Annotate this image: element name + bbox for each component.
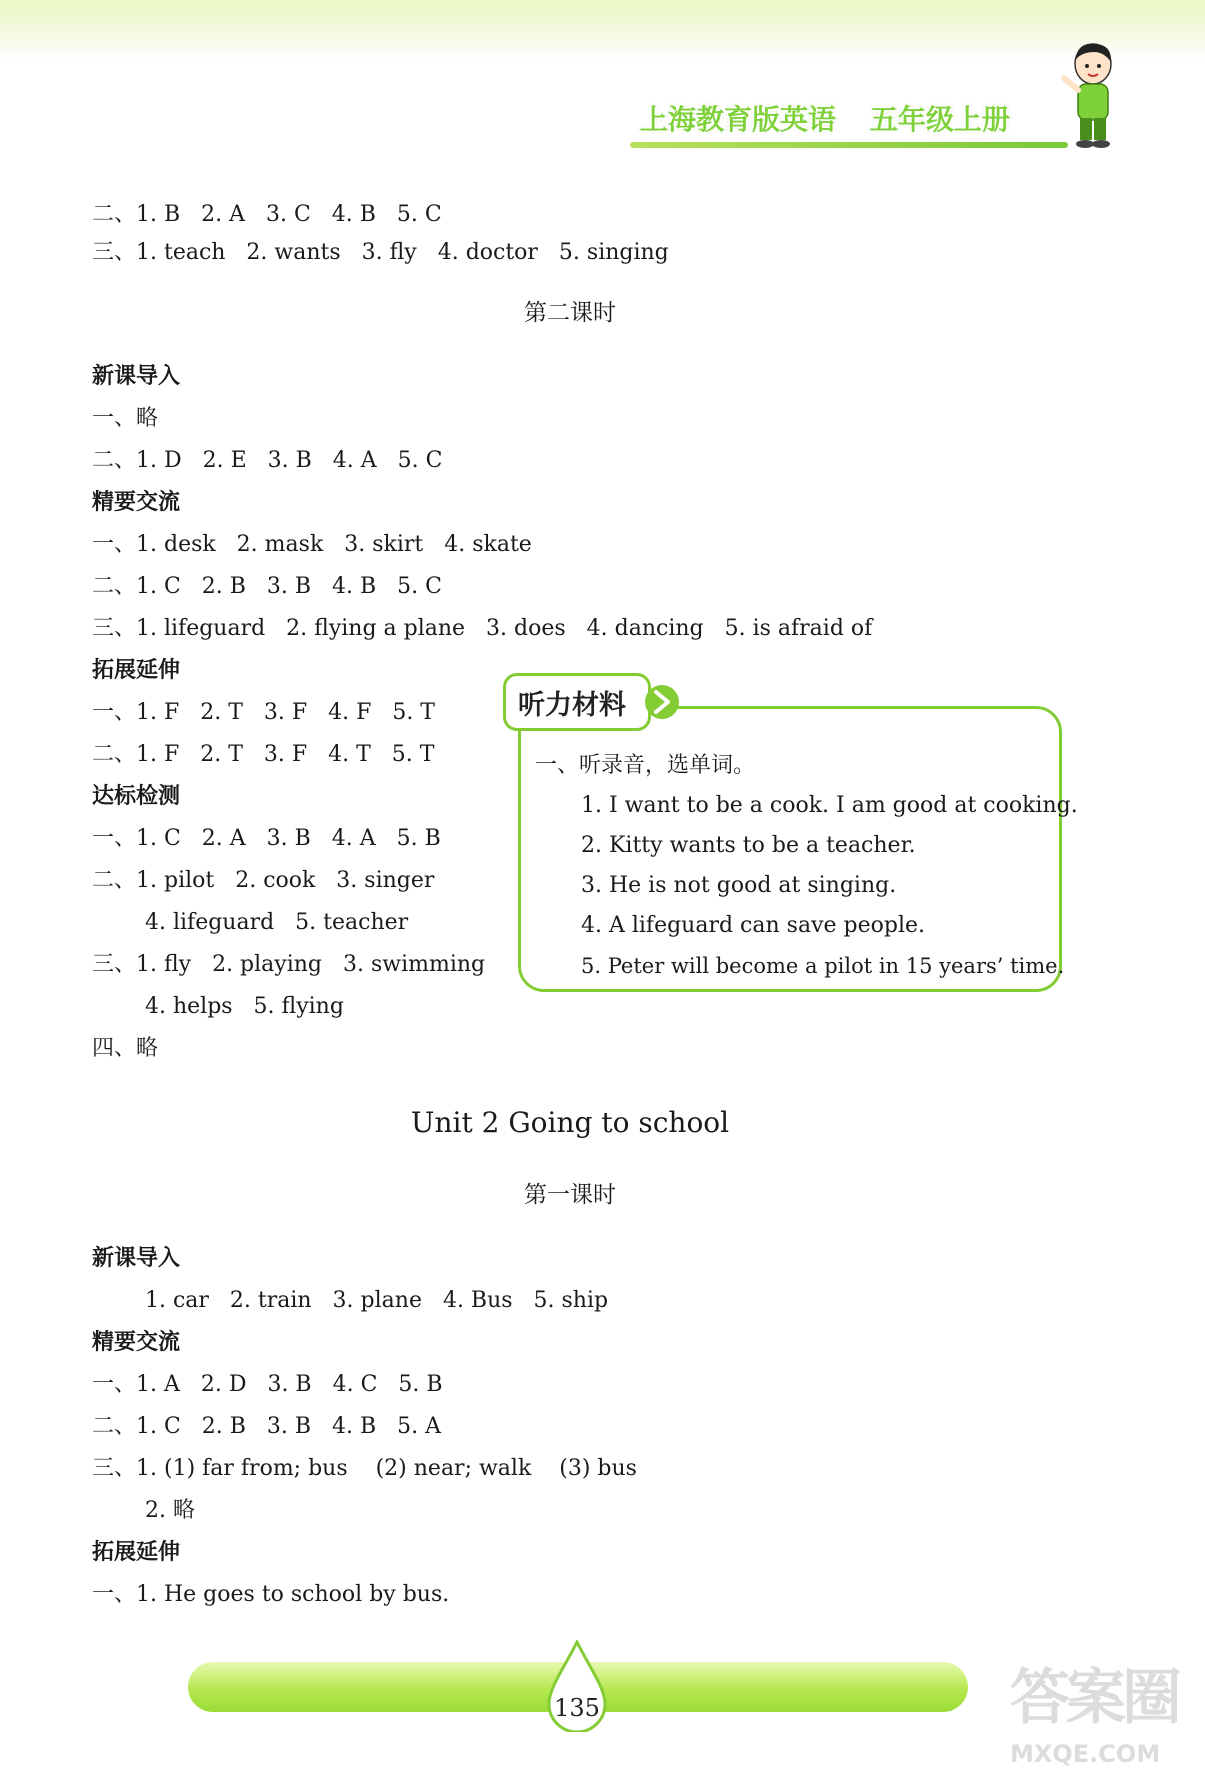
watermark-url: MXQE.COM [1010,1740,1161,1768]
grade-title: 五年级上册 [870,103,1011,136]
answer-line: 一、1. He goes to school by bus. [92,1582,450,1607]
unit-title: Unit 2 Going to school [410,1106,730,1139]
answer-line: 4. helps 5. flying [145,994,344,1019]
site-watermark [1010,1650,1200,1780]
answer-line: 三、1. teach 2. wants 3. fly 4. doctor 5. singing [92,240,669,265]
answer-line: 二、1. B 2. A 3. C 4. B 5. C [92,202,442,227]
section-heading: 新课导入 [92,1246,181,1271]
answer-line: 四、略 [92,1036,159,1061]
listening-item: 2. Kitty wants to be a teacher. [581,833,916,858]
answer-line: 一、1. F 2. T 3. F 4. F 5. T [92,700,435,725]
header-rule [630,142,1068,148]
section-heading: 拓展延伸 [92,1540,181,1565]
section-heading: 达标检测 [92,784,181,809]
lesson-title: 第一课时 [524,1182,616,1208]
answer-line: 2. 略 [145,1498,195,1523]
answer-line: 二、1. F 2. T 3. F 4. T 5. T [92,742,435,767]
listening-item: 1. I want to be a cook. I am good at cooking. [581,793,1078,818]
section-heading: 拓展延伸 [92,658,181,683]
answer-line: 一、1. A 2. D 3. B 4. C 5. B [92,1372,443,1397]
answer-line: 三、1. (1) far from; bus (2) near; walk (3) bus [92,1456,637,1481]
answer-line: 三、1. lifeguard 2. flying a plane 3. does 4. dancing 5. is afraid of [92,616,873,641]
section-heading: 精要交流 [92,1330,181,1355]
listening-material-box [518,706,1078,992]
arrow-right-icon [644,681,686,723]
listening-item: 3. He is not good at singing. [581,873,897,898]
header-band [0,0,1205,60]
section-heading: 新课导入 [92,364,181,389]
boy-mascot-icon [1058,38,1128,153]
answer-line: 一、1. desk 2. mask 3. skirt 4. skate [92,532,532,557]
listening-item: 5. Peter will become a pilot in 15 years’ time. [581,954,1065,978]
answer-line: 4. lifeguard 5. teacher [145,910,409,935]
lesson-title: 第二课时 [524,300,616,326]
listening-item: 4. A lifeguard can save people. [581,913,925,938]
listening-material-title: 听力材料 [503,673,651,731]
header-title [640,96,1040,140]
watermark-logo: 答案圈 [1010,1663,1178,1733]
answer-line: 一、略 [92,406,159,431]
book-title: 上海教育版英语 [640,103,837,136]
section-heading: 精要交流 [92,490,181,515]
answer-line: 1. car 2. train 3. plane 4. Bus 5. ship [145,1288,609,1313]
listening-heading: 一、听录音，选单词。 [535,753,756,778]
answer-line: 二、1. D 2. E 3. B 4. A 5. C [92,448,443,473]
answer-line: 三、1. fly 2. playing 3. swimming [92,952,486,977]
answer-line: 二、1. C 2. B 3. B 4. B 5. C [92,574,443,599]
answer-line: 二、1. C 2. B 3. B 4. B 5. A [92,1414,442,1439]
answer-line: 二、1. pilot 2. cook 3. singer [92,868,435,893]
page-number: 135 [554,1694,600,1722]
answer-line: 一、1. C 2. A 3. B 4. A 5. B [92,826,441,851]
